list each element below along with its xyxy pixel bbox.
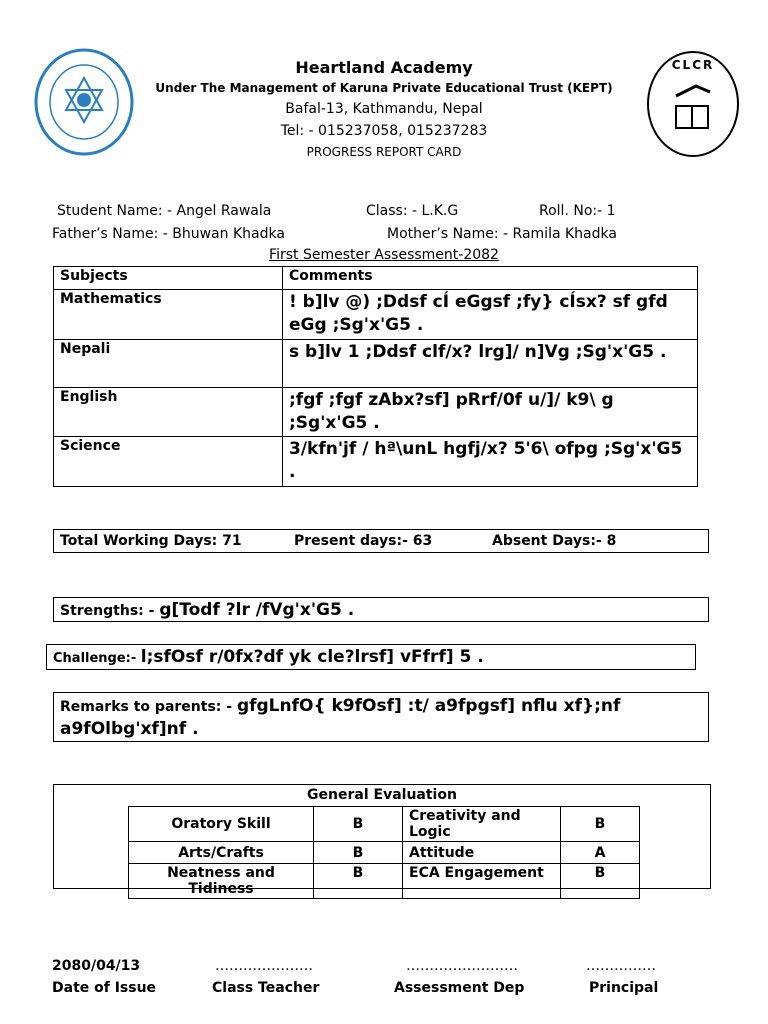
- school-name: Heartland Academy: [295, 58, 473, 77]
- teacher-label: Class Teacher: [212, 980, 320, 996]
- father-name: Father’s Name: - Bhuwan Khadka: [52, 226, 285, 242]
- teacher-signature-line: …………………: [215, 958, 313, 974]
- report-title: PROGRESS REPORT CARD: [306, 145, 462, 159]
- challenge-value: l;sfOsf r/0fx?df yk cle?lrsf] vFfrf] 5 .: [140, 647, 484, 667]
- challenge-label: Challenge:-: [53, 651, 141, 666]
- skill-name: Attitude: [403, 842, 561, 864]
- comment-cell: ! b]lv @) ;Ddsf cÍ eGgsf ;fy} cÍsx? sf gfd eGg ;Sg'x'G5 .: [283, 290, 698, 340]
- issue-date: 2080/04/13: [52, 958, 141, 974]
- skill-name: Neatness and Tidiness: [129, 864, 314, 899]
- dep-label: Assessment Dep: [394, 980, 525, 996]
- general-evaluation-title: General Evaluation: [307, 787, 457, 803]
- skill-grade: B: [314, 807, 403, 842]
- school-management: Under The Management of Karuna Private Educational Trust (KEPT): [155, 81, 613, 95]
- student-roll: Roll. No:- 1: [539, 203, 616, 219]
- remarks-box: [53, 692, 709, 742]
- skill-name: Creativity and Logic: [403, 807, 561, 842]
- evaluation-table: [128, 806, 640, 899]
- skill-name: Oratory Skill: [129, 807, 314, 842]
- present-days: Present days:- 63: [294, 533, 433, 549]
- attendance-box: [53, 529, 709, 553]
- issue-date-label: Date of Issue: [52, 980, 157, 996]
- principal-label: Principal: [589, 980, 659, 996]
- student-name: Student Name: - Angel Rawala: [57, 203, 272, 219]
- dep-signature-line: ……………………: [406, 958, 518, 974]
- total-working-days: Total Working Days: 71: [60, 533, 242, 549]
- student-class: Class: - L.K.G: [366, 203, 459, 219]
- subject-cell: Mathematics: [54, 290, 283, 340]
- skill-grade: B: [314, 842, 403, 864]
- skill-name: Arts/Crafts: [129, 842, 314, 864]
- remarks-label: Remarks to parents: -: [60, 699, 237, 715]
- comment-cell: 3/kfn'jf / hª\unL hgfj/x? 5'6\ ofpg ;Sg'x'G5 .: [283, 437, 698, 487]
- subjects-table: [53, 266, 698, 487]
- subject-cell: Science: [54, 437, 283, 487]
- strengths-label: Strengths: -: [60, 603, 160, 619]
- clcr-logo-text: CLCR: [671, 58, 715, 72]
- skill-name: ECA Engagement: [403, 864, 561, 899]
- strengths-box: [53, 597, 709, 622]
- strengths-value: g[Todf ?lr /fVg'x'G5 .: [159, 600, 355, 620]
- subject-cell: Nepali: [54, 340, 283, 388]
- principal-signature-line: ……………: [586, 958, 656, 974]
- subject-cell: English: [54, 388, 283, 437]
- assessment-title: First Semester Assessment-2082: [269, 247, 499, 263]
- school-tel: Tel: - 015237058, 015237283: [280, 123, 488, 139]
- general-evaluation-box: [53, 784, 711, 897]
- school-address: Bafal-13, Kathmandu, Nepal: [285, 101, 483, 117]
- skill-grade: B: [561, 864, 640, 899]
- comment-cell: s b]lv 1 ;Ddsf clf/x? lrg]/ n]Vg ;Sg'x'G5 .: [283, 340, 698, 388]
- remarks-value: gfgLnfO{ k9fOsf] :t/ a9fpgsf] nflu xf};nf a9fOlbg'xf]nf .: [60, 696, 621, 739]
- skill-grade: B: [314, 864, 403, 899]
- absent-days: Absent Days:- 8: [492, 533, 617, 549]
- subjects-header: Subjects: [54, 267, 283, 290]
- challenge-box: [46, 644, 696, 670]
- comment-cell: ;fgf ;fgf zAbx?sf] pRrf/0f u/]/ k9\ g ;Sg'x'G5 .: [283, 388, 698, 437]
- skill-grade: B: [561, 807, 640, 842]
- skill-grade: A: [561, 842, 640, 864]
- mother-name: Mother’s Name: - Ramila Khadka: [387, 226, 617, 242]
- comments-header: Comments: [283, 267, 698, 290]
